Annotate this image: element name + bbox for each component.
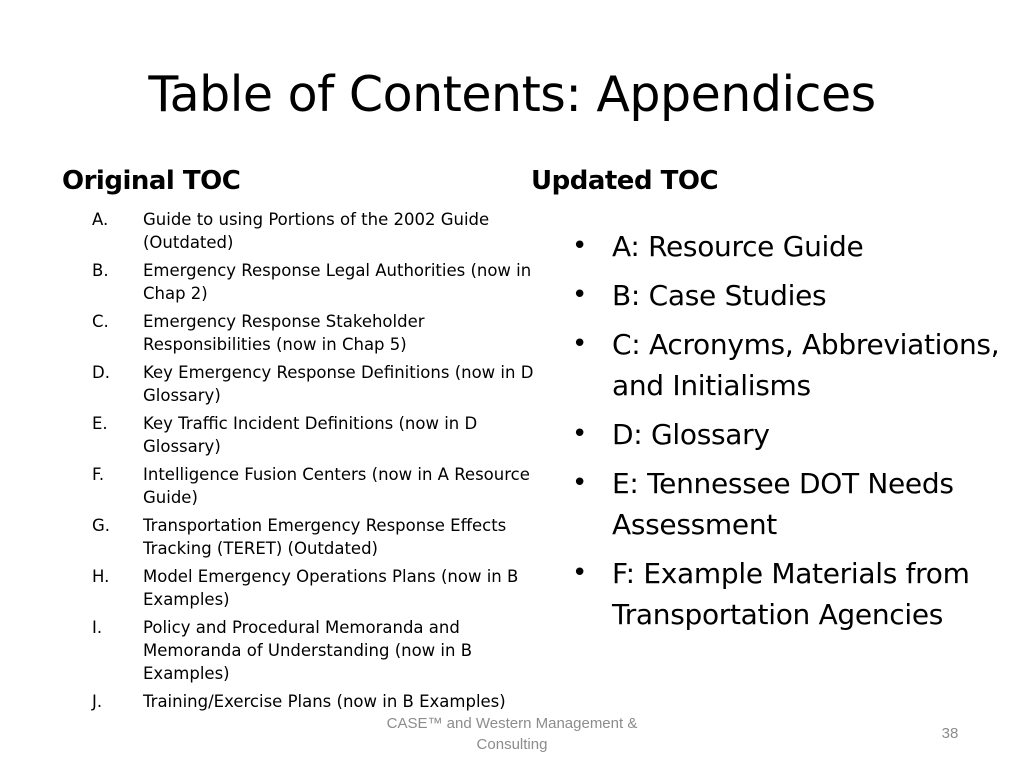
original-toc-text: Policy and Procedural Memoranda and Memoranda of Understanding (now in B Examples) [143, 618, 473, 683]
updated-toc-item [0, 414, 1024, 455]
original-toc-letter: F. [92, 465, 105, 484]
updated-toc-text: F: Example Materials from Transportation Agencies [612, 557, 970, 631]
bullet-icon: • [572, 329, 588, 359]
original-toc-text: Training/Exercise Plans (now in B Examples) [143, 692, 506, 711]
bullet-icon: • [572, 419, 588, 449]
original-toc-letter: A. [92, 210, 109, 229]
original-toc-text: Emergency Response Legal Authorities (now in Chap 2) [143, 261, 532, 303]
original-toc-text: Emergency Response Stakeholder Responsibilities (now in Chap 5) [143, 312, 425, 354]
updated-toc-item [0, 226, 1024, 267]
updated-toc-text: D: Glossary [612, 418, 770, 451]
original-toc-letter: C. [92, 312, 109, 331]
original-toc-item [0, 690, 540, 713]
original-toc-letter: B. [92, 261, 109, 280]
original-toc-text: Intelligence Fusion Centers (now in A Resource Guide) [143, 465, 530, 507]
bullet-icon: • [572, 468, 588, 498]
original-toc-letter: E. [92, 414, 108, 433]
updated-toc-item [0, 553, 1024, 635]
original-toc-text: Guide to using Portions of the 2002 Guide (Outdated) [143, 210, 490, 252]
updated-toc-item [0, 463, 1024, 545]
updated-toc-item [0, 324, 1024, 406]
original-toc-heading: Original TOC [62, 166, 241, 196]
original-toc-letter: I. [92, 618, 103, 637]
updated-toc-text: E: Tennessee DOT Needs Assessment [612, 467, 954, 541]
slide-title: Table of Contents: Appendices [148, 66, 876, 123]
updated-toc-heading: Updated TOC [531, 166, 719, 196]
original-toc-letter: D. [92, 363, 110, 382]
updated-toc-text: A: Resource Guide [612, 230, 864, 263]
bullet-icon: • [572, 231, 588, 261]
bullet-icon: • [572, 558, 588, 588]
page-number: 38 [941, 725, 959, 742]
updated-toc-item [0, 275, 1024, 316]
original-toc-text: Key Emergency Response Definitions (now in D Glossary) [143, 363, 534, 405]
original-toc-letter: G. [92, 516, 111, 535]
updated-toc-text: B: Case Studies [612, 279, 827, 312]
original-toc-text: Transportation Emergency Response Effects Tracking (TERET) (Outdated) [143, 516, 507, 558]
updated-toc-text: C: Acronyms, Abbreviations, and Initialisms [612, 328, 1000, 402]
bullet-icon: • [572, 280, 588, 310]
original-toc-letter: H. [92, 567, 110, 586]
original-toc-text: Model Emergency Operations Plans (now in B Examples) [143, 567, 519, 609]
original-toc-text: Key Traffic Incident Definitions (now in D Glossary) [143, 414, 478, 456]
footer-text: CASE™ and Western Management & Consulting [386, 715, 638, 753]
updated-toc-list [0, 226, 1024, 643]
original-toc-letter: J. [92, 692, 103, 711]
